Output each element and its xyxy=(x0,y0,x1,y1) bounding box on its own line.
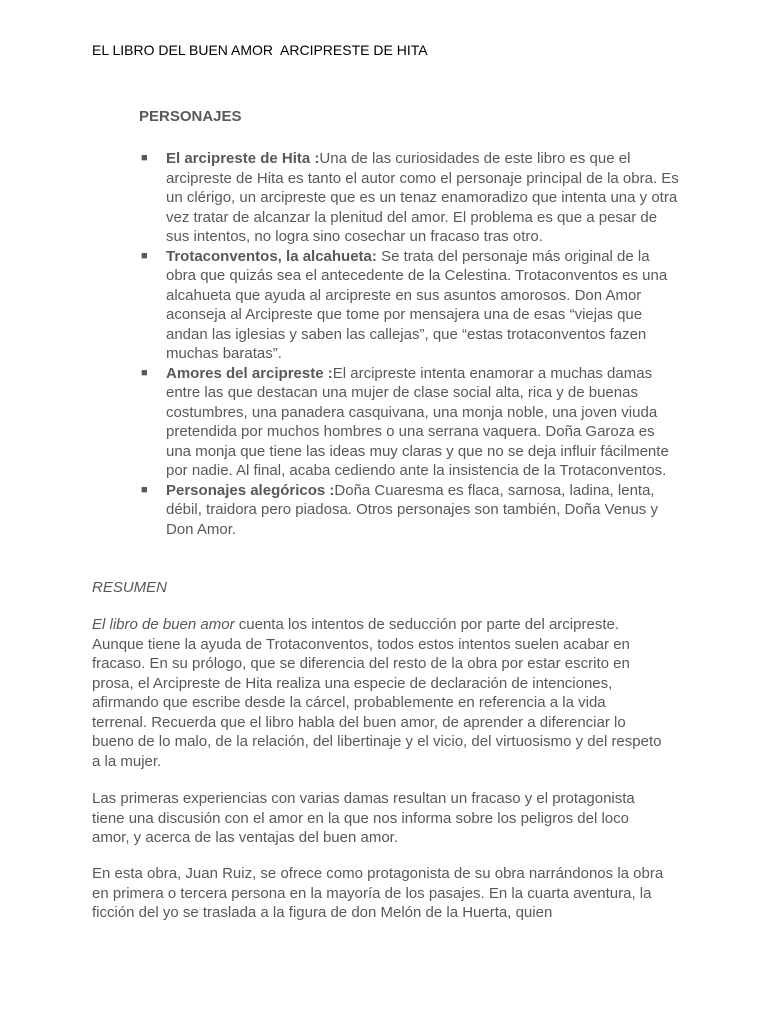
character-list xyxy=(139,149,679,539)
character-description: Una de las curiosidades de este libro es que el arcipreste de Hita es tanto el autor como el personaje principal de la obra. Es un clérigo, un arcipreste que es un tenaz enamoradizo que intenta una y otra vez tratar de alcanzar la plenitud del amor. El problema es que a pesar de sus intentos, no logra sino cosechar un fracaso tras otro. xyxy=(166,150,679,245)
paragraph-text: cuenta los intentos de seducción por parte del arcipreste. Aunque tiene la ayuda de Trotaconventos, todos estos intentos suelen acabar en fracaso. En su prólogo, que se diferencia del resto de la obra por estar escrito en prosa, el Arcipreste de Hita realiza una especie de declaración de intenciones, afirmando que escribe desde la cárcel, probablemente en referencia a la vida terrenal. Recuerda que el libro habla del buen amor, de aprender a diferenciar lo bueno de lo malo, de la relación, del libertinaje y el vicio, del virtuosismo y del respeto a la mujer. xyxy=(92,616,662,770)
resumen-paragraph-2: Las primeras experiencias con varias damas resultan un fracaso y el protagonista tiene una discusión con el amor en la que nos informa sobre los peligros del loco amor, y acerca de las ventajas del buen amor. xyxy=(92,790,635,846)
list-item xyxy=(139,247,679,364)
character-name: El arcipreste de Hita : xyxy=(166,150,320,167)
resumen-paragraph-1 xyxy=(92,615,664,771)
square-bullet-icon: ■ xyxy=(141,483,148,496)
resumen-paragraph-3: En esta obra, Juan Ruiz, se ofrece como protagonista de su obra narrándonos la obra en primera o tercera persona en la mayoría de los pasajes. En la cuarta aventura, la ficción del yo se traslada a la figura de don Melón de la Huerta, quien xyxy=(92,865,664,921)
square-bullet-icon: ■ xyxy=(141,152,148,164)
character-description: Doña Cuaresma es flaca, sarnosa, ladina, lenta, débil, traidora pero piadosa. Otros personajes son también, Doña Venus y Don Amor. xyxy=(166,481,658,538)
character-name: Trotaconventos, la alcahueta: xyxy=(166,247,377,265)
section-heading-resumen: RESUMEN xyxy=(92,579,168,596)
character-name: Amores del arcipreste : xyxy=(166,364,333,382)
document-title: EL LIBRO DEL BUEN AMOR ARCIPRESTE DE HITA xyxy=(92,42,428,58)
character-description: Se trata del personaje más original de la obra que quizás sea el antecedente de la Celestina. Trotaconventos es una alcahueta que ayuda al arcipreste en sus asuntos amorosos. Don Amor aconseja al Arcipreste que tome por mensajera una de esas “viejas que andan las iglesias y saben las callejas”, que “estas trotaconventos fazen muchas baratas”. xyxy=(166,247,668,362)
book-title-emphasis: El libro de buen amor xyxy=(92,616,235,633)
section-heading-personajes: PERSONAJES xyxy=(139,108,242,125)
list-item xyxy=(139,149,679,247)
character-description: El arcipreste intenta enamorar a muchas damas entre las que destacan una mujer de clase social alta, rica y de buenas costumbres, una panadera casquivana, una monja noble, una joven viuda pretendida por muchos hombres o una serrana vaquera. Doña Garoza es una monja que tiene las ideas muy claras y que no se deja influir fácilmente por nadie. Al final, acaba cediendo ante la insistencia de la Trotaconventos. xyxy=(166,364,669,479)
list-item xyxy=(139,364,679,481)
list-item xyxy=(139,481,679,540)
square-bullet-icon: ■ xyxy=(141,366,148,379)
square-bullet-icon: ■ xyxy=(141,249,148,262)
character-name: Personajes alegóricos : xyxy=(166,481,335,499)
